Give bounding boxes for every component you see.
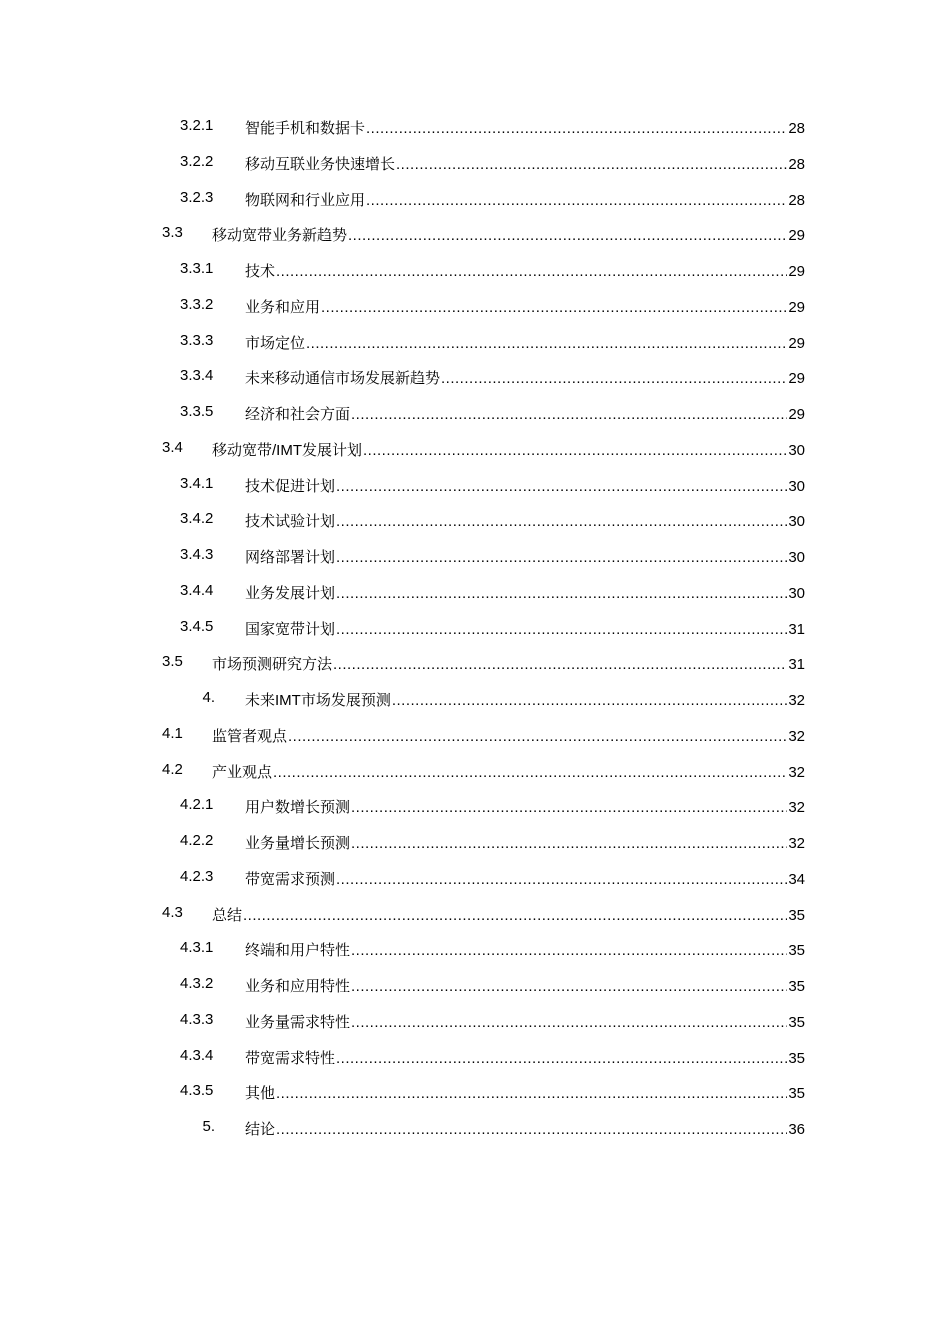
toc-entry[interactable] xyxy=(0,717,950,753)
toc-dot-leader xyxy=(363,442,787,459)
toc-entry-number: 3.3.1 xyxy=(180,260,214,277)
toc-entry-number: 5. xyxy=(202,1118,215,1135)
toc-dot-leader xyxy=(351,799,787,816)
toc-dot-leader xyxy=(321,299,787,316)
toc-entry-title: 用户数增长预测 xyxy=(245,799,351,817)
toc-entry-number: 3.4.4 xyxy=(180,581,214,599)
toc-entry-title: 网络部署计划 xyxy=(245,549,336,566)
toc-entry-page-number: 28 xyxy=(788,155,805,173)
toc-entry[interactable] xyxy=(0,1039,950,1075)
toc-entry-number: 4.2 xyxy=(162,760,183,778)
toc-dot-leader xyxy=(243,907,787,924)
toc-entry-title: 结论 xyxy=(245,1121,276,1138)
toc-dot-leader xyxy=(392,692,787,709)
toc-entry-page-number: 31 xyxy=(788,620,805,638)
toc-dot-leader xyxy=(441,370,787,387)
toc-entry-title: 业务发展计划 xyxy=(245,584,336,602)
toc-entry-title: 业务和应用特性 xyxy=(245,978,351,995)
toc-entry[interactable] xyxy=(0,431,950,467)
toc-entry[interactable] xyxy=(0,896,950,932)
toc-entry[interactable] xyxy=(0,574,950,610)
toc-entry-page-number: 30 xyxy=(788,549,805,566)
toc-entry-title: 智能手机和数据卡 xyxy=(245,120,366,137)
toc-dot-leader xyxy=(276,1121,787,1138)
toc-entry-page-number: 35 xyxy=(788,906,805,924)
toc-entry-number: 3.3.5 xyxy=(180,403,214,420)
toc-entry-page-number: 30 xyxy=(788,477,805,495)
toc-entry-title: 带宽需求特性 xyxy=(245,1049,336,1067)
toc-entry-title: 终端和用户特性 xyxy=(245,942,351,960)
toc-dot-leader xyxy=(351,978,787,995)
toc-entry[interactable] xyxy=(0,860,950,896)
toc-entry[interactable] xyxy=(0,681,950,717)
toc-entry[interactable] xyxy=(0,359,950,395)
toc-entry-page-number: 28 xyxy=(788,191,805,209)
toc-entry-number: 3.4.5 xyxy=(180,617,214,635)
toc-entry-page-number: 31 xyxy=(788,656,805,674)
toc-entry-page-number: 32 xyxy=(788,763,805,781)
toc-entry-title: 技术 xyxy=(245,263,276,280)
toc-dot-leader xyxy=(351,942,787,959)
toc-entry-page-number: 35 xyxy=(788,1049,805,1067)
toc-entry-title: 未来移动通信市场发展新趋势 xyxy=(245,370,441,388)
toc-entry[interactable] xyxy=(0,1110,950,1146)
toc-entry-number: 4.2.3 xyxy=(180,867,214,885)
toc-entry-title: 产业观点 xyxy=(212,763,273,781)
toc-entry-number: 3.4.3 xyxy=(180,546,214,563)
toc-dot-leader xyxy=(336,513,787,530)
toc-entry-number: 4. xyxy=(202,689,215,706)
toc-dot-leader xyxy=(351,406,787,423)
toc-dot-leader xyxy=(336,585,787,602)
toc-dot-leader xyxy=(336,871,787,888)
toc-entry-title: 业务量需求特性 xyxy=(245,1013,351,1031)
toc-entry-page-number: 35 xyxy=(788,1013,805,1031)
toc-entry[interactable] xyxy=(0,395,950,431)
toc-entry-page-number: 30 xyxy=(788,441,805,459)
toc-entry[interactable] xyxy=(0,931,950,967)
toc-entry-title: 物联网和行业应用 xyxy=(245,191,366,209)
toc-entry-number: 3.4.1 xyxy=(180,474,214,492)
toc-entry-page-number: 29 xyxy=(788,370,805,388)
toc-entry[interactable] xyxy=(0,181,950,217)
toc-dot-leader xyxy=(306,335,787,352)
toc-entry-title: 经济和社会方面 xyxy=(245,406,351,423)
toc-dot-leader xyxy=(348,227,787,244)
toc-entry[interactable] xyxy=(0,967,950,1003)
toc-dot-leader xyxy=(273,764,787,781)
toc-entry[interactable] xyxy=(0,252,950,288)
toc-entry[interactable] xyxy=(0,1074,950,1110)
toc-entry[interactable] xyxy=(0,538,950,574)
toc-dot-leader xyxy=(276,263,787,280)
toc-entry-number: 3.2.3 xyxy=(180,188,214,206)
table-of-contents xyxy=(0,109,950,1146)
toc-entry-page-number: 36 xyxy=(788,1121,805,1138)
toc-entry-page-number: 29 xyxy=(788,263,805,280)
toc-entry-title: 市场预测研究方法 xyxy=(212,656,333,674)
toc-entry-title: 移动宽带业务新趋势 xyxy=(212,227,348,245)
toc-entry-title: 带宽需求预测 xyxy=(245,870,336,888)
toc-dot-leader xyxy=(336,478,787,495)
toc-entry-page-number: 28 xyxy=(788,120,805,137)
toc-entry-page-number: 29 xyxy=(788,227,805,245)
toc-entry[interactable] xyxy=(0,824,950,860)
toc-entry[interactable] xyxy=(0,109,950,145)
toc-entry-page-number: 34 xyxy=(788,870,805,888)
toc-entry[interactable] xyxy=(0,288,950,324)
toc-entry-number: 3.3.2 xyxy=(180,295,214,313)
toc-entry-number: 3.5 xyxy=(162,653,183,671)
toc-dot-leader xyxy=(366,120,787,137)
toc-dot-leader xyxy=(351,1014,787,1031)
toc-entry-title: 未来IMT市场发展预测 xyxy=(245,692,391,709)
toc-entry-number: 4.3.1 xyxy=(180,939,214,957)
toc-entry-title: 国家宽带计划 xyxy=(245,620,336,638)
toc-dot-leader xyxy=(276,1085,787,1102)
toc-dot-leader xyxy=(396,156,787,173)
toc-dot-leader xyxy=(333,656,787,673)
toc-dot-leader xyxy=(336,1050,787,1067)
toc-entry-title: 移动宽带/IMT发展计划 xyxy=(212,441,362,459)
toc-entry-page-number: 32 xyxy=(788,727,805,745)
toc-entry-page-number: 29 xyxy=(788,298,805,316)
toc-entry[interactable] xyxy=(0,753,950,789)
toc-dot-leader xyxy=(351,835,787,852)
toc-entry-page-number: 29 xyxy=(788,406,805,423)
toc-entry[interactable] xyxy=(0,610,950,646)
toc-dot-leader xyxy=(336,621,787,638)
toc-entry-number: 3.4 xyxy=(162,438,183,456)
toc-entry[interactable] xyxy=(0,788,950,824)
toc-entry[interactable] xyxy=(0,645,950,681)
toc-entry-title: 业务量增长预测 xyxy=(245,835,351,852)
toc-dot-leader xyxy=(336,549,787,566)
toc-entry-number: 4.3.2 xyxy=(180,975,214,992)
toc-entry-number: 4.3.3 xyxy=(180,1010,214,1028)
toc-entry-number: 4.1 xyxy=(162,724,183,742)
toc-entry[interactable] xyxy=(0,467,950,503)
toc-entry-number: 3.3.4 xyxy=(180,367,214,385)
toc-entry-number: 3.2.1 xyxy=(180,117,214,134)
toc-entry-page-number: 35 xyxy=(788,942,805,960)
toc-entry-page-number: 35 xyxy=(788,978,805,995)
toc-entry-number: 4.2.1 xyxy=(180,796,214,814)
toc-entry-number: 4.3.4 xyxy=(180,1046,214,1064)
toc-entry[interactable] xyxy=(0,324,950,360)
toc-dot-leader xyxy=(366,192,787,209)
toc-entry-title: 技术促进计划 xyxy=(245,477,336,495)
toc-entry-page-number: 32 xyxy=(788,835,805,852)
toc-entry-number: 3.2.2 xyxy=(180,152,214,170)
toc-entry[interactable] xyxy=(0,145,950,181)
toc-entry-page-number: 32 xyxy=(788,692,805,709)
toc-entry-title: 移动互联业务快速增长 xyxy=(245,155,396,173)
toc-entry-title: 监管者观点 xyxy=(212,727,288,745)
toc-entry-title: 技术试验计划 xyxy=(245,513,336,531)
toc-entry-title: 其他 xyxy=(245,1085,276,1103)
toc-entry-page-number: 35 xyxy=(788,1085,805,1103)
toc-entry-page-number: 29 xyxy=(788,334,805,352)
toc-dot-leader xyxy=(288,728,787,745)
toc-entry[interactable] xyxy=(0,216,950,252)
toc-entry-number: 4.3.5 xyxy=(180,1082,214,1100)
toc-entry-page-number: 32 xyxy=(788,799,805,817)
toc-entry-number: 4.2.2 xyxy=(180,832,214,849)
toc-entry-page-number: 30 xyxy=(788,513,805,531)
toc-entry-number: 3.4.2 xyxy=(180,510,214,528)
toc-entry-number: 4.3 xyxy=(162,903,183,921)
toc-entry[interactable] xyxy=(0,502,950,538)
toc-entry-number: 3.3.3 xyxy=(180,331,214,349)
toc-entry-title: 市场定位 xyxy=(245,334,306,352)
toc-entry-number: 3.3 xyxy=(162,224,183,242)
toc-entry-title: 总结 xyxy=(212,906,243,924)
toc-entry-title: 业务和应用 xyxy=(245,298,321,316)
toc-entry-page-number: 30 xyxy=(788,584,805,602)
toc-entry[interactable] xyxy=(0,1003,950,1039)
